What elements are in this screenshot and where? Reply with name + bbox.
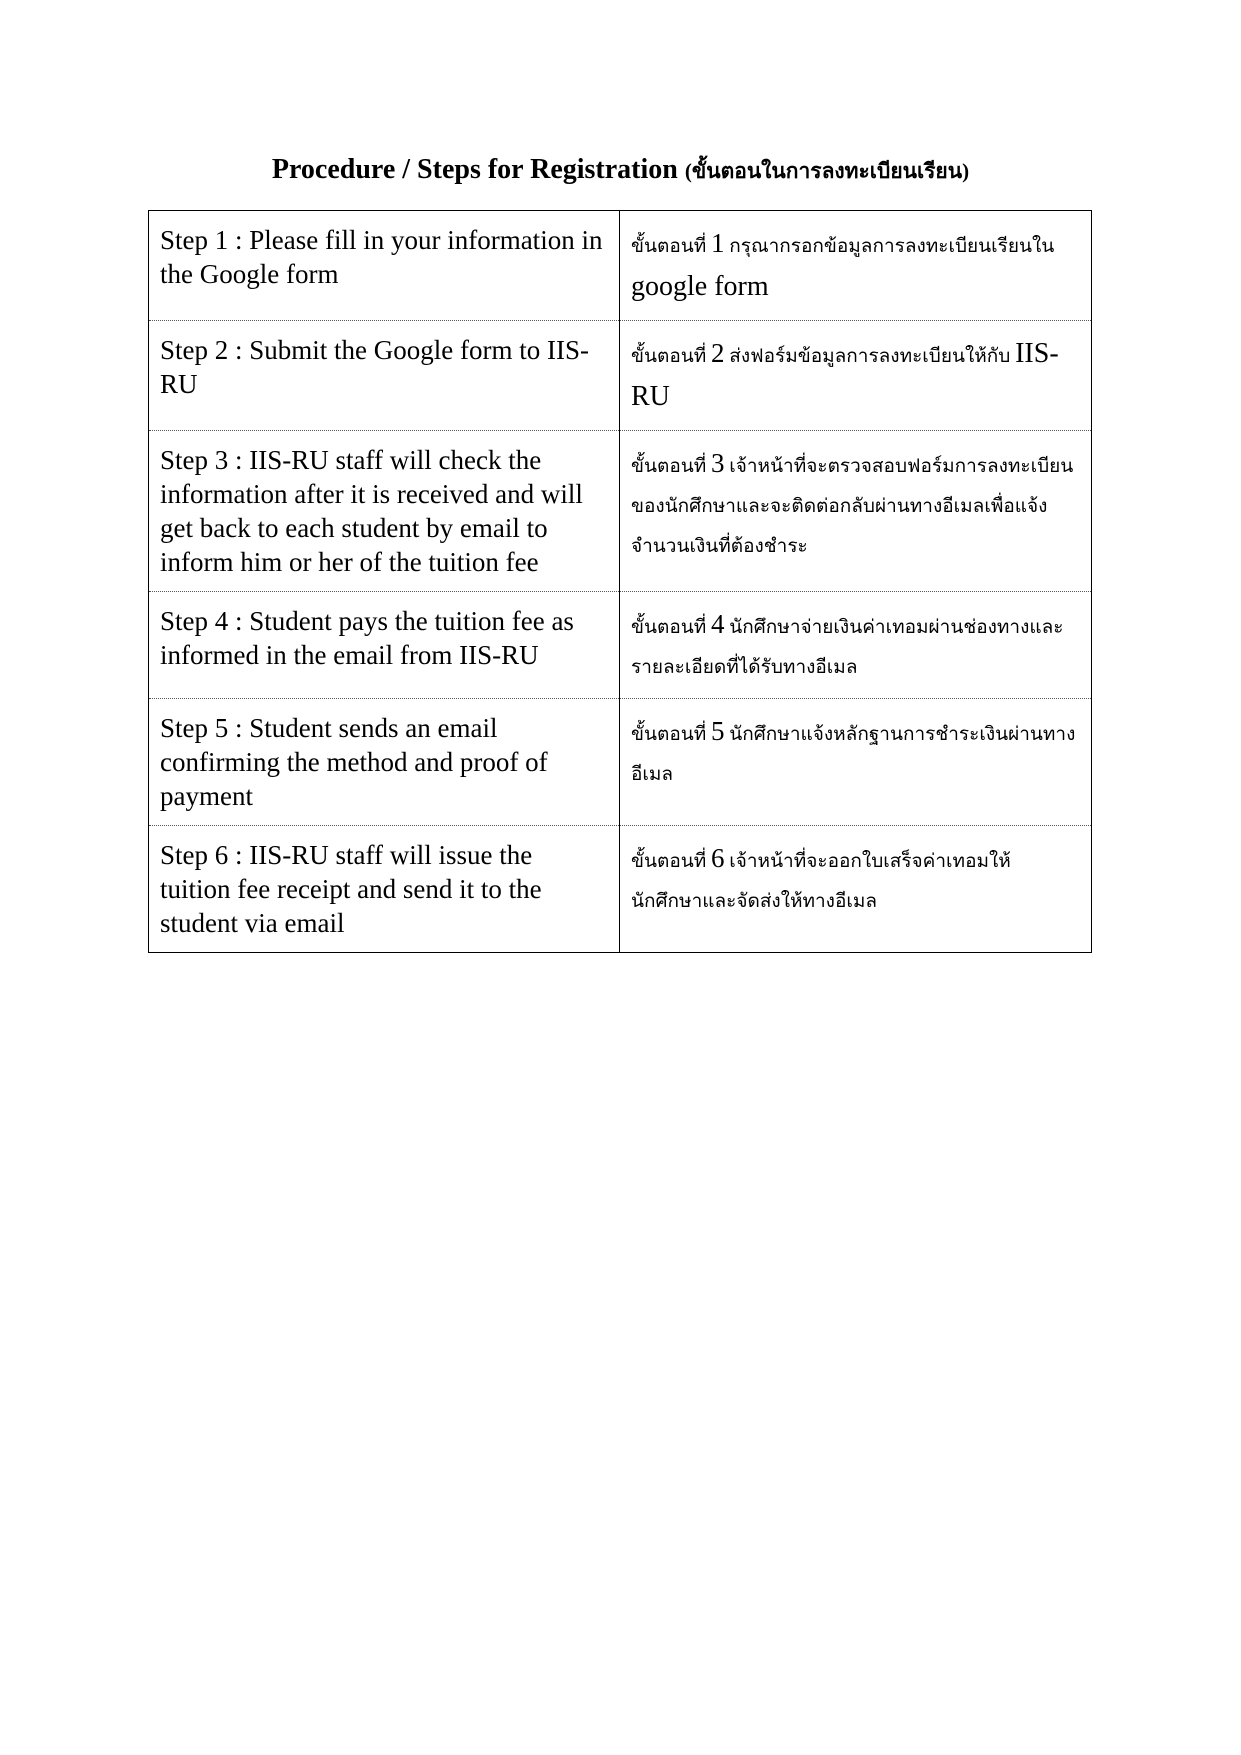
step-th-number: 3: [711, 448, 725, 478]
step-th-prefix: ขั้นตอนที่: [631, 346, 707, 367]
step-th-text: นักศึกษาจ่ายเงินค่าเทอมผ่านช่องทางและรายละเอียดที่ได้รับทางอีเมล: [631, 617, 1064, 678]
step-th-prefix: ขั้นตอนที่: [631, 456, 707, 477]
step-en-cell: Step 3 : IIS-RU staff will check the information after it is received and will get back to each student by email to inform him or her of the tuition fee: [149, 431, 620, 592]
table-row: [149, 592, 1092, 699]
step-th-text: นักศึกษาแจ้งหลักฐานการชำระเงินผ่านทางอีเมล: [631, 724, 1076, 785]
table-row: [149, 321, 1092, 431]
step-th-number: 2: [711, 338, 725, 368]
table-row: [149, 826, 1092, 953]
step-th-text: เจ้าหน้าที่จะตรวจสอบฟอร์มการลงทะเบียนของนักศึกษาและจะติดต่อกลับผ่านทางอีเมลเพื่อแจ้งจำนวนเงินที่ต้องชำระ: [631, 456, 1074, 557]
step-th-text: กรุณากรอกข้อมูลการลงทะเบียนเรียนใน: [729, 236, 1055, 257]
step-th-number: 5: [711, 716, 725, 746]
step-en-cell: Step 4 : Student pays the tuition fee as informed in the email from IIS-RU: [149, 592, 620, 699]
registration-steps-table: [148, 210, 1092, 953]
step-en-cell: Step 2 : Submit the Google form to IIS-RU: [149, 321, 620, 431]
table-row: [149, 431, 1092, 592]
step-th-number: 6: [711, 843, 725, 873]
step-th-cell: [620, 431, 1092, 592]
step-th-cell: [620, 592, 1092, 699]
step-th-cell: [620, 321, 1092, 431]
step-th-prefix: ขั้นตอนที่: [631, 851, 707, 872]
step-th-cell: [620, 826, 1092, 953]
step-th-number: 1: [711, 228, 725, 258]
table-row: [149, 699, 1092, 826]
page-title-th: (ขั้นตอนในการลงทะเบียนเรียน): [684, 159, 970, 183]
step-th-prefix: ขั้นตอนที่: [631, 617, 707, 638]
step-th-text: ส่งฟอร์มข้อมูลการลงทะเบียนให้กับ: [729, 346, 1011, 367]
step-en-cell: Step 5 : Student sends an email confirming the method and proof of payment: [149, 699, 620, 826]
step-en-cell: Step 1 : Please fill in your information in the Google form: [149, 211, 620, 321]
step-th-tail: IIS-RU: [631, 338, 1059, 412]
table-row: [149, 211, 1092, 321]
step-th-prefix: ขั้นตอนที่: [631, 236, 707, 257]
page-title-en: Procedure / Steps for Registration: [271, 154, 678, 185]
step-th-cell: [620, 699, 1092, 826]
step-en-cell: Step 6 : IIS-RU staff will issue the tuition fee receipt and send it to the student via email: [149, 826, 620, 953]
step-th-tail: google form: [631, 271, 769, 302]
step-th-prefix: ขั้นตอนที่: [631, 724, 707, 745]
step-th-cell: [620, 211, 1092, 321]
step-th-text: เจ้าหน้าที่จะออกใบเสร็จค่าเทอมให้นักศึกษาและจัดส่งให้ทางอีเมล: [631, 851, 1011, 912]
step-th-number: 4: [711, 609, 725, 639]
page-title: [0, 150, 1241, 191]
